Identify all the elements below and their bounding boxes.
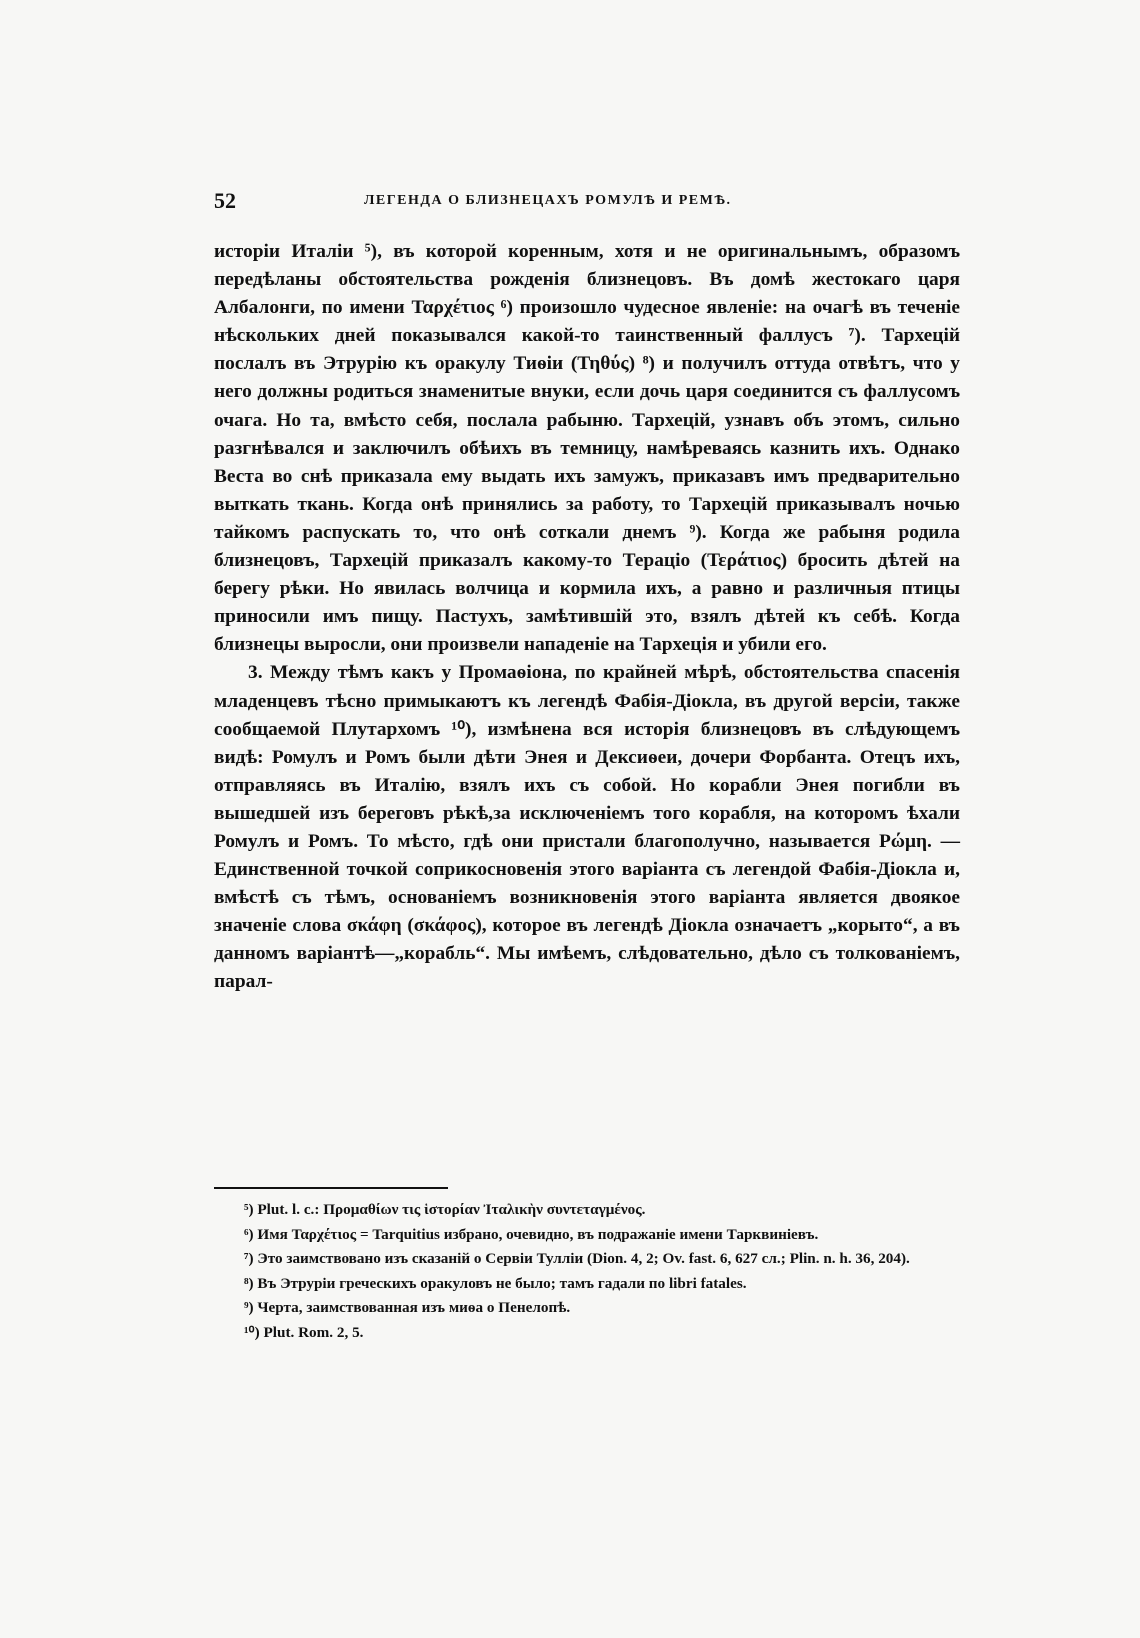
running-title: ЛЕГЕНДА О БЛИЗНЕЦАХЪ РОМУЛѢ И РЕМѢ. [364, 193, 732, 208]
footnote-5: ⁵) Plut. l. c.: Προμαθίων τις ἱστορίαν Ἰταλικὴν συντεταγμένος. [244, 1201, 646, 1218]
footnote-8: ⁸) Въ Этруріи греческихъ оракуловъ не было; тамъ гадали по libri fatales. [244, 1274, 747, 1292]
page-header [214, 188, 974, 218]
footnote-divider [214, 1187, 448, 1189]
paragraph-1: исторіи Италіи ⁵), въ которой коренным, хотя и не оригинальнымъ, образомъ передѣланы обстоятельства рожденія близнецовъ. Въ домѣ жестокаго царя Албалонги, по имени Ταρχέτιος ⁶) произошло чудесное явленіе: на очагѣ въ теченіе нѣскольких дней показывался какой-то таинственный фаллусъ ⁷). Тархецій послалъ въ Этрурію къ оракулу Тиѳіи (Τηθύς) ⁸) и получилъ оттуда отвѣтъ, что у него должны родиться знаменитые внуки, если дочь царя соединится съ фаллусомъ очага. Но та, вмѣсто себя, послала рабыню. Тархецій, узнавъ объ этомъ, сильно разгнѣвался и заключилъ обѣихъ въ темницу, намѣреваясь казнить ихъ. Однако Веста во снѣ приказала ему выдать ихъ замужъ, приказавъ имъ предварительно выткать ткань. Когда онѣ принялись за работу, то Тархецій приказывалъ ночью тайкомъ распускать то, что онѣ соткали днемъ ⁹). Когда же рабыня родила близнецовъ, Тархецій приказалъ какому-то Тераціо (Τεράτιος) бросить дѣтей на берегу рѣки. Но явилась волчица и кормила ихъ, а равно и различныя птицы приносили имъ пищу. Пастухъ, замѣтившій это, взялъ дѣтей къ себѣ. Когда близнецы выросли, они произвели нападеніе на Тархеція и убили его. [214, 241, 960, 656]
page-number: 52 [214, 188, 236, 213]
paragraph-2: 3. Между тѣмъ какъ у Промаѳіона, по крайней мѣрѣ, обстоятельства спасенія младенцевъ тѣсно примыкаютъ къ легендѣ Фабія-Діокла, въ другой версіи, также сообщаемой Плутархомъ ¹⁰), измѣнена вся исторія близнецовъ въ слѣдующемъ видѣ: Ромулъ и Ромъ были дѣти Энея и Дексиѳеи, дочери Форбанта. Отецъ ихъ, отправляясь въ Италію, взялъ ихъ съ собой. Но корабли Энея погибли въ вышедшей изъ береговъ рѣкѣ,за исключеніемъ того корабля, на которомъ ѣхали Ромулъ и Ромъ. То мѣсто, гдѣ они пристали благополучно, называется Ρώμη. — Единственной точкой соприкосновенія этого варіанта съ легендой Фабія-Діокла и, вмѣстѣ съ тѣмъ, основаніемъ возникновенія этого варіанта является двоякое значеніе слова σκάφη (σκάφος), которое въ легендѣ Діокла означаетъ „корыто“, а въ данномъ варіантѣ—„корабль“. Мы имѣемъ, слѣдовательно, дѣло съ толкованіемъ, парал- [214, 662, 960, 993]
footnote-9: ⁹) Черта, заимствованная изъ миѳа о Пенелопѣ. [244, 1299, 571, 1317]
footnote-7: ⁷) Это заимствовано изъ сказаній о Сервіи Тулліи (Dion. 4, 2; Ov. fast. 6, 627 сл.; Plin. n. h. 36, 204). [244, 1250, 910, 1268]
footnote-6: ⁶) Имя Ταρχέτιος = Tarquitius избрано, очевидно, въ подражаніе имени Тарквиніевъ. [244, 1225, 819, 1243]
footnotes [214, 1198, 962, 1346]
footnote-10: ¹⁰) Plut. Rom. 2, 5. [244, 1323, 364, 1341]
main-text [214, 238, 960, 997]
